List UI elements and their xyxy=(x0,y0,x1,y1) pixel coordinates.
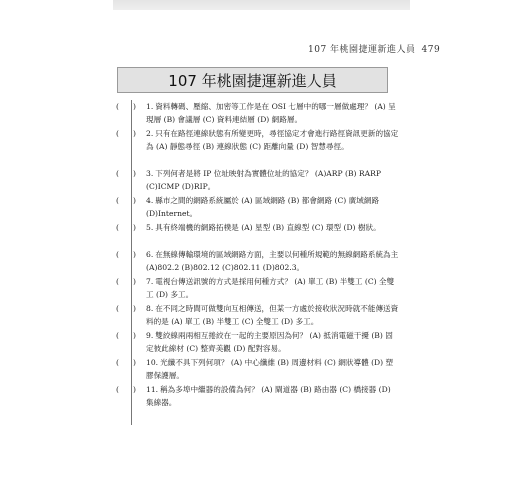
running-head-title: 107 年桃園捷運新進人員 xyxy=(308,45,416,55)
question-text: 資料轉碼、壓縮、加密等工作是在 OSI 七層中的哪一層做處理？ (A) 呈現層 (B) 會議層 (C) 資料連結層 (D) 網路層。 xyxy=(146,102,396,124)
answer-blank[interactable]: ( ) xyxy=(116,250,136,259)
question-text: 稱為多埠中繼器的設備為何？ (A) 閘道器 (B) 路由器 (C) 橋接器 (D) 集線器。 xyxy=(146,385,391,407)
question-item xyxy=(110,194,400,221)
question-item xyxy=(110,127,400,167)
question-text: 具有終端機的網路拓樸是 (A) 星型 (B) 直線型 (C) 環型 (D) 樹狀。 xyxy=(155,223,381,232)
question-text: 光纖不具下列何項？ (A) 中心纖維 (B) 周邊材料 (C) 網狀導體 (D) 塑膠保護層。 xyxy=(146,358,394,380)
question-item xyxy=(110,248,400,275)
answer-blank[interactable]: ( ) xyxy=(116,358,136,367)
question-number: 6. xyxy=(146,250,154,259)
question-text: 雙絞線兩兩相互捲絞在一起的主要原因為何？ (A) 抵消電磁干擾 (B) 固定彼此線材 (C) 整齊美觀 (D) 配對容易。 xyxy=(146,331,393,353)
question-item xyxy=(110,383,400,410)
answer-blank[interactable]: ( ) xyxy=(116,385,136,394)
question-number: 1. xyxy=(146,102,154,111)
page-number: 479 xyxy=(421,45,441,55)
question-item xyxy=(110,302,400,329)
question-number: 3. xyxy=(146,169,154,178)
question-number: 11. xyxy=(146,385,159,394)
answer-blank[interactable]: ( ) xyxy=(116,304,136,313)
question-text: 下列何者是將 IP 位址映射為實體位址的協定？ (A)ARP (B) RARP (C)ICMP (D)RIP。 xyxy=(146,169,381,191)
question-number: 9. xyxy=(146,331,154,340)
answer-blank[interactable]: ( ) xyxy=(116,196,136,205)
header-band xyxy=(113,0,410,10)
answer-blank[interactable]: ( ) xyxy=(116,223,136,232)
question-text: 電視台傳送訊號的方式是採用何種方式？ (A) 單工 (B) 半雙工 (C) 全雙工 (D) 多工。 xyxy=(146,277,395,299)
answer-blank[interactable]: ( ) xyxy=(116,277,136,286)
question-text: 在無線傳輸環境的區域網路方面，主要以何種所規範的無線網路系統為主 (A)802.2 (B)802.12 (C)802.11 (D)802.3。 xyxy=(146,250,399,272)
question-number: 2. xyxy=(146,129,154,138)
answer-blank[interactable]: ( ) xyxy=(116,129,136,138)
question-number: 8. xyxy=(146,304,154,313)
question-text: 縣市之間的網路系統屬於 (A) 區域網路 (B) 都會網路 (C) 廣域網路 (D)Internet。 xyxy=(146,196,380,218)
question-item xyxy=(110,356,400,383)
question-number: 7. xyxy=(146,277,154,286)
question-text: 只有在路徑連線狀態有所變更時，尋徑協定才會進行路徑資訊更新的協定為 (A) 靜態尋徑 (B) 連線狀態 (C) 距離向量 (D) 智慧尋徑。 xyxy=(146,129,399,151)
question-number: 10. xyxy=(146,358,159,367)
question-item xyxy=(110,100,400,127)
question-text: 在不同之時間可做雙向互相傳送，但某一方處於接收狀況時就不能傳送資料的是 (A) 單工 (B) 半雙工 (C) 全雙工 (D) 多工。 xyxy=(146,304,399,326)
question-item xyxy=(110,167,400,194)
question-number: 4. xyxy=(146,196,154,205)
question-item xyxy=(110,329,400,356)
answer-blank[interactable]: ( ) xyxy=(116,331,136,340)
running-head xyxy=(308,42,440,55)
question-item xyxy=(110,275,400,302)
question-list xyxy=(110,100,400,410)
section-title: 107 年桃園捷運新進人員 xyxy=(117,67,388,93)
answer-blank[interactable]: ( ) xyxy=(116,169,136,178)
question-item xyxy=(110,221,400,248)
question-number: 5. xyxy=(146,223,154,232)
answer-blank[interactable]: ( ) xyxy=(116,102,136,111)
